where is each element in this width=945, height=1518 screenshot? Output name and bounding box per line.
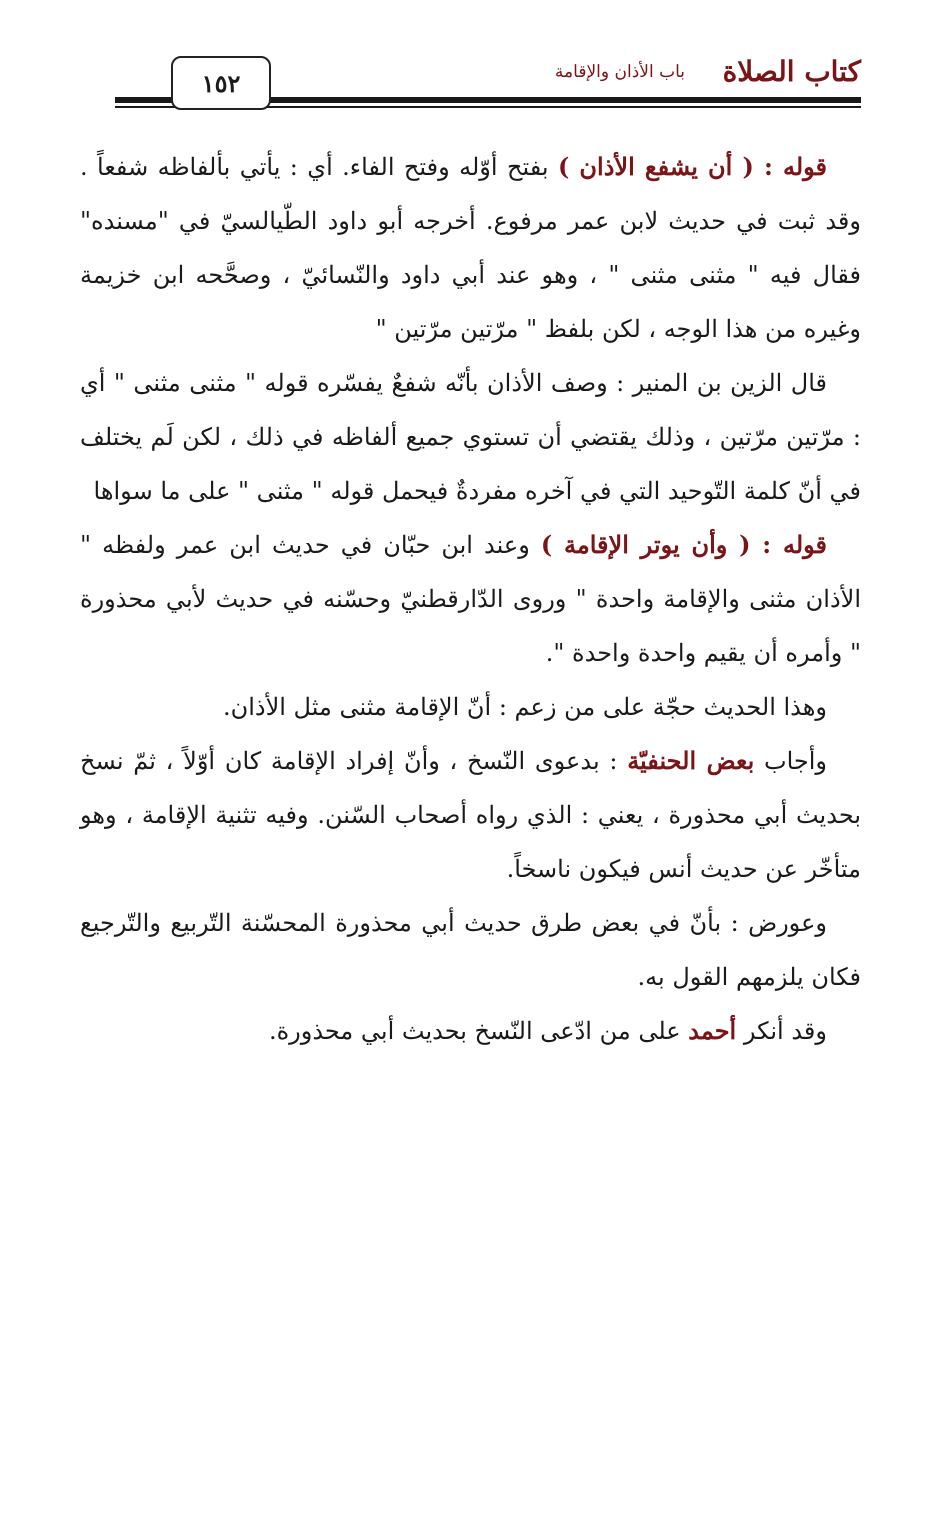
page-body	[80, 140, 861, 1058]
paragraph-3-text: وعند ابن حبّان في حديث ابن عمر ولفظه " الأذان مثنى والإقامة واحدة " وروى الدّارقطنيّ وحسّنه في حديث لأبي محذورة " وأمره أن يقيم واحدة واحدة ".	[80, 531, 861, 667]
paragraph-3-lead: قوله : ( وأن يوتر الإقامة )	[540, 530, 828, 559]
paragraph-1-lead: قوله : ( أن يشفع الأذان )	[557, 152, 827, 181]
paragraph-4	[80, 680, 861, 734]
paragraph-3	[80, 518, 861, 680]
page-number-box	[171, 56, 271, 110]
paragraph-5-after: : بدعوى النّسخ ، وأنّ إفراد الإقامة كان أوّلاً ، ثمّ نسخ بحديث أبي محذورة ، يعني : الذي رواه أصحاب السّنن. وفيه تثنية الإقامة ، وهو متأخّر عن حديث أنس فيكون ناسخاً.	[80, 747, 861, 883]
paragraph-2-text: قال الزين بن المنير : وصف الأذان بأنّه شفعٌ يفسّره قوله " مثنى مثنى " أي : مرّتين مرّتين ، وذلك يقتضي أن تستوي جميع ألفاظه في ذلك ، لكن لَم يختلف في أنّ كلمة التّوحيد التي في آخره مفردةٌ فيحمل قوله " مثنى " على ما سواها	[80, 369, 862, 505]
paragraph-6	[80, 896, 861, 1004]
chapter-title: باب الأذان والإقامة	[554, 62, 685, 82]
paragraph-5-highlight: بعض الحنفيّة	[627, 746, 755, 775]
paragraph-5	[80, 734, 861, 896]
paragraph-5-before: وأجاب	[754, 747, 827, 775]
book-title: كتاب الصلاة	[722, 55, 861, 88]
paragraph-7-before: وقد أنكر	[736, 1017, 827, 1045]
page-number: ١٥٢	[201, 68, 241, 98]
paragraph-7-highlight: أحمد	[688, 1016, 737, 1045]
paragraph-6-text: وعورض : بأنّ في بعض طرق حديث أبي محذورة المحسّنة التّربيع والتّرجيع فكان يلزمهم القول به.	[80, 909, 861, 991]
paragraph-7-after: على من ادّعى النّسخ بحديث أبي محذورة.	[268, 1017, 689, 1045]
paragraph-1-text: بفتح أوّله وفتح الفاء. أي : يأتي بألفاظه شفعاً . وقد ثبت في حديث لابن عمر مرفوع. أخرجه أبو داود الطّيالسيّ في "مسنده" فقال فيه " مثنى مثنى " ، وهو عند أبي داود والنّسائيّ ، وصحَّحه ابن خزيمة وغيره من هذا الوجه ، لكن بلفظ " مرّتين مرّتين "	[80, 153, 861, 343]
paragraph-1	[80, 140, 861, 356]
paragraph-2	[80, 356, 861, 518]
paragraph-7	[80, 1004, 861, 1058]
paragraph-4-text: وهذا الحديث حجّة على من زعم : أنّ الإقامة مثنى مثل الأذان.	[222, 693, 827, 721]
